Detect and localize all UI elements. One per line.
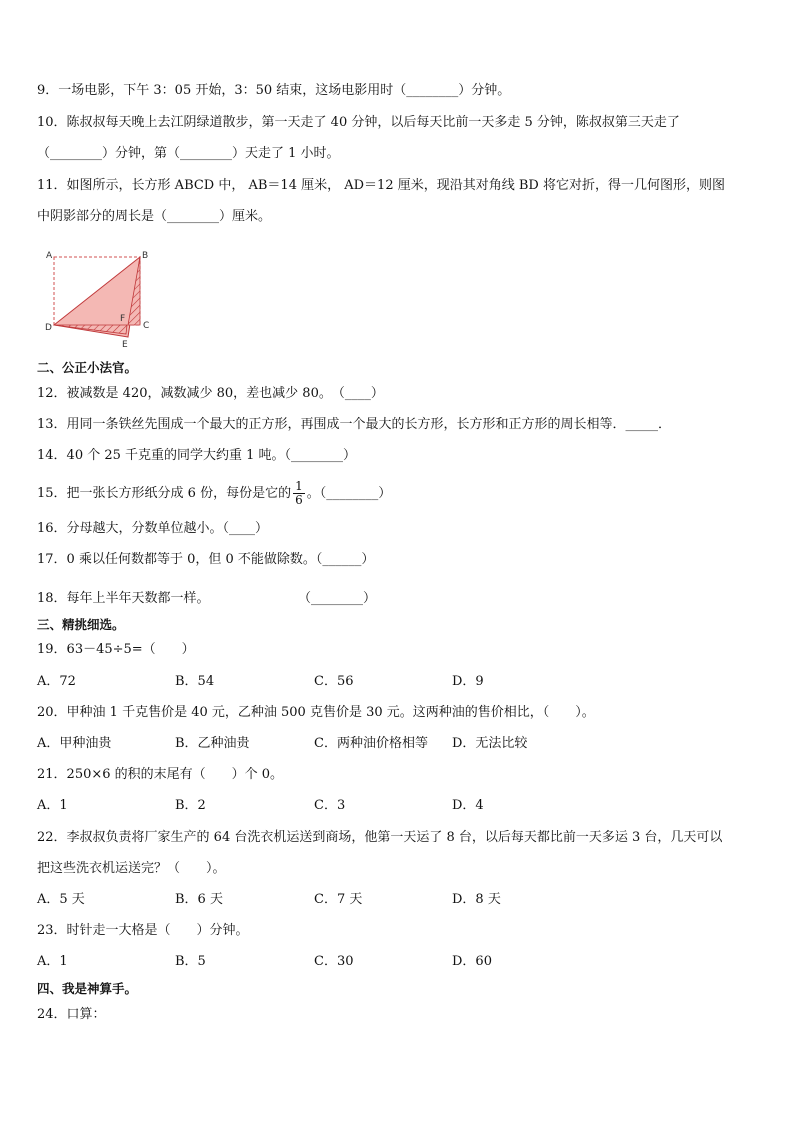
label-c: C (143, 321, 150, 331)
label-e: E (122, 340, 128, 348)
q23-option-d: D．60 (452, 954, 492, 969)
question-15 (37, 479, 391, 509)
question-16: 16．分母越大，分数单位越小。（____） (37, 521, 269, 536)
label-d: D (45, 323, 52, 333)
q21-option-a: A．1 (37, 798, 68, 813)
question-22-line2: 把这些洗衣机运送完？（ ）。 (37, 861, 226, 876)
label-b: B (142, 251, 149, 261)
q23-option-c: C．30 (314, 954, 354, 969)
question-18 (37, 590, 210, 608)
question-18-text: 18．每年上半年天数都一样。 (37, 591, 210, 606)
q19-option-a: A．72 (37, 674, 76, 689)
label-a: A (46, 251, 53, 261)
question-9: 9．一场电影，下午 3：05 开始，3：50 结束，这场电影用时（________）分钟。 (37, 83, 511, 98)
fraction-numerator: 1 (295, 479, 303, 493)
q22-option-b: B．6 天 (175, 892, 223, 907)
question-11-line1: 11．如图所示，长方形 ABCD 中， AB＝14 厘米， AD＝12 厘米，现沿其对角线 BD 将它对折，得一几何图形，则图 (37, 178, 725, 193)
shaded-region-1 (54, 325, 127, 334)
question-19: 19．63－45÷5=（ ） (37, 642, 195, 657)
question-14: 14．40 个 25 千克重的同学大约重 1 吨。（________） (37, 448, 357, 463)
q23-option-b: B．5 (175, 954, 206, 969)
q20-option-b: B．乙种油贵 (175, 736, 250, 751)
question-10-line2: （________）分钟，第（________）天走了 1 小时。 (37, 146, 340, 161)
question-20: 20．甲种油 1 千克售价是 40 元，乙种油 500 克售价是 30 元。这两种油的售价相比，（ ）。 (37, 705, 595, 720)
question-15-text: 15．把一张长方形纸分成 6 份，每份是它的 (37, 486, 292, 501)
q21-option-b: B．2 (175, 798, 206, 813)
question-22-line1: 22．李叔叔负责将厂家生产的 64 台洗衣机运送到商场，他第一天运了 8 台，以后每天都比前一天多运 3 台，几天可以 (37, 830, 723, 845)
q20-option-d: D．无法比较 (452, 736, 528, 751)
question-17: 17．0 乘以任何数都等于 0，但 0 不能做除数。（______） (37, 552, 375, 567)
q19-option-b: B．54 (175, 674, 215, 689)
question-10-line1: 10．陈叔叔每天晚上去江阴绿道散步，第一天走了 40 分钟，以后每天比前一天多走 5 分钟，陈叔叔第三天走了 (37, 115, 680, 130)
q20-option-c: C．两种油价格相等 (314, 736, 428, 751)
section-2-title: 二、公正小法官。 (37, 360, 138, 375)
question-21: 21．250×6 的积的末尾有（ ）个 0。 (37, 767, 284, 782)
q20-option-a: A．甲种油贵 (37, 736, 112, 751)
question-13: 13．用同一条铁丝先围成一个最大的正方形，再围成一个最大的长方形，长方形和正方形的周长相等．_____． (37, 417, 672, 432)
fraction-one-sixth (293, 480, 305, 507)
geometry-figure (38, 244, 168, 348)
label-f: F (120, 314, 126, 324)
question-12: 12．被减数是 420，减数减少 80，差也减少 80。 （____） (37, 386, 384, 401)
q21-option-c: C．3 (314, 798, 346, 813)
section-4-title: 四、我是神算手。 (37, 981, 138, 996)
question-23: 23．时针走一大格是（ ）分钟。 (37, 923, 249, 938)
question-11-line2: 中阴影部分的周长是（________）厘米。 (37, 209, 272, 224)
q19-option-c: C．56 (314, 674, 354, 689)
q22-option-a: A．5 天 (37, 892, 85, 907)
fraction-denominator: 6 (295, 493, 303, 507)
question-18-blank: （________） (298, 591, 377, 606)
q22-option-d: D．8 天 (452, 892, 501, 907)
q23-option-a: A．1 (37, 954, 68, 969)
q21-option-d: D．4 (452, 798, 484, 813)
section-3-title: 三、精挑细选。 (37, 617, 125, 632)
q19-option-d: D．9 (452, 674, 484, 689)
question-24: 24．口算： (37, 1007, 106, 1022)
question-15-blank: 。（________） (306, 486, 392, 501)
q22-option-c: C．7 天 (314, 892, 363, 907)
